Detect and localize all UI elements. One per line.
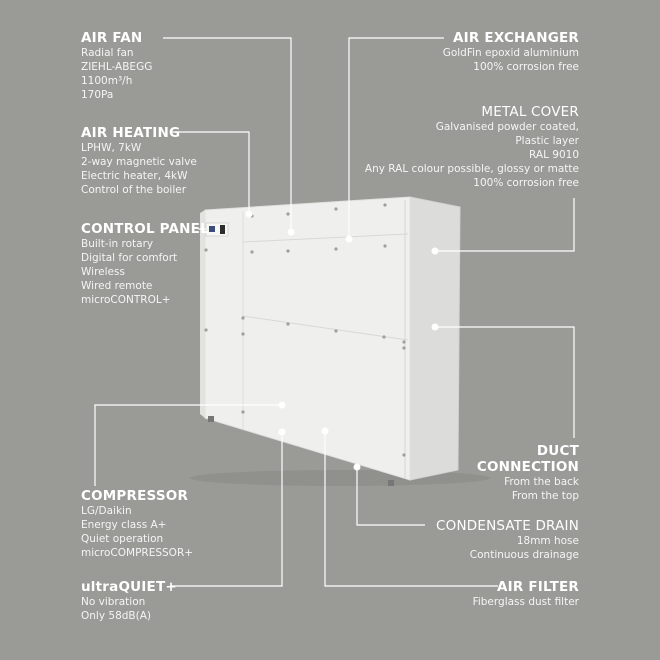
callout-condensate-drain (436, 518, 579, 562)
callout-ultraquiet (81, 579, 177, 623)
callout-line: No vibration (81, 596, 146, 608)
dot-ultraquiet (279, 429, 286, 436)
callout-line: microCONTROL+ (81, 294, 171, 306)
callout-title: AIR EXCHANGER (453, 30, 579, 46)
callout-title: CONDENSATE DRAIN (436, 518, 579, 534)
unit-foot (388, 480, 394, 486)
callout-line: ZIEHL-ABEGG (81, 61, 153, 73)
callout-line: 170Pa (81, 89, 114, 101)
callout-air-heating (81, 125, 197, 197)
callout-line: 18mm hose (516, 535, 579, 547)
callout-line: Wireless (81, 266, 125, 278)
callout-title: COMPRESSOR (81, 488, 189, 504)
callout-control-panel (81, 221, 209, 307)
callout-line: Digital for comfort (81, 252, 178, 264)
callout-air-fan (81, 30, 152, 102)
callout-line: GoldFin epoxid aluminium (442, 47, 579, 59)
callout-line: 2-way magnetic valve (81, 156, 197, 168)
callout-line: Wired remote (81, 280, 153, 292)
callout-line: LPHW, 7kW (81, 142, 142, 154)
callout-line: Continuous drainage (469, 549, 579, 561)
callout-title: CONTROL PANEL (81, 221, 209, 237)
callout-line: Built-in rotary (81, 238, 154, 250)
callout-line: From the top (511, 490, 579, 502)
dot-compressor (279, 402, 286, 409)
callout-air-exchanger (443, 30, 579, 74)
dot-duct-connection (432, 324, 439, 331)
callout-title: AIR FAN (81, 30, 143, 46)
dot-air-fan (288, 229, 295, 236)
callout-line: Only 58dB(A) (81, 610, 151, 622)
callout-title: METAL COVER (481, 104, 579, 120)
dot-air-filter (322, 428, 329, 435)
callout-line: Any RAL colour possible, glossy or matte (364, 163, 579, 175)
callout-line: Quiet operation (81, 533, 164, 545)
dot-air-exchanger (346, 236, 353, 243)
callout-line: Energy class A+ (81, 519, 167, 531)
callout-line: Plastic layer (515, 135, 579, 147)
callout-line: RAL 9010 (529, 149, 579, 161)
callout-duct-connection (477, 443, 579, 503)
callout-line: 100% corrosion free (473, 177, 579, 189)
callout-line: Fiberglass dust filter (472, 596, 579, 608)
callout-metal-cover (365, 104, 579, 190)
callout-line: From the back (504, 476, 579, 488)
callout-line: Control of the boiler (81, 184, 187, 196)
callout-title: DUCT CONNECTION (476, 443, 579, 475)
dot-metal-cover (432, 248, 439, 255)
callout-compressor (81, 488, 193, 560)
callout-line: microCOMPRESSOR+ (81, 547, 194, 559)
dot-air-heating (246, 211, 253, 218)
unit-front-face (205, 197, 410, 480)
callout-line: Radial fan (81, 47, 134, 59)
unit-foot (208, 416, 214, 422)
dot-condensate-drain (354, 464, 361, 471)
callout-line: 100% corrosion free (473, 61, 579, 73)
control-panel-knob (220, 225, 225, 234)
callout-title: AIR FILTER (496, 579, 579, 595)
callout-line: Electric heater, 4kW (81, 170, 188, 182)
callout-title: ultraQUIET+ (81, 579, 177, 595)
callout-line: Galvanised powder coated, (435, 121, 579, 133)
control-panel-logo (209, 226, 215, 232)
callout-line: LG/Daikin (81, 505, 132, 517)
unit-side-panel (410, 197, 460, 480)
callout-line: 1100m³/h (81, 75, 133, 87)
callout-title: AIR HEATING (81, 125, 181, 141)
callout-air-filter (473, 579, 579, 609)
